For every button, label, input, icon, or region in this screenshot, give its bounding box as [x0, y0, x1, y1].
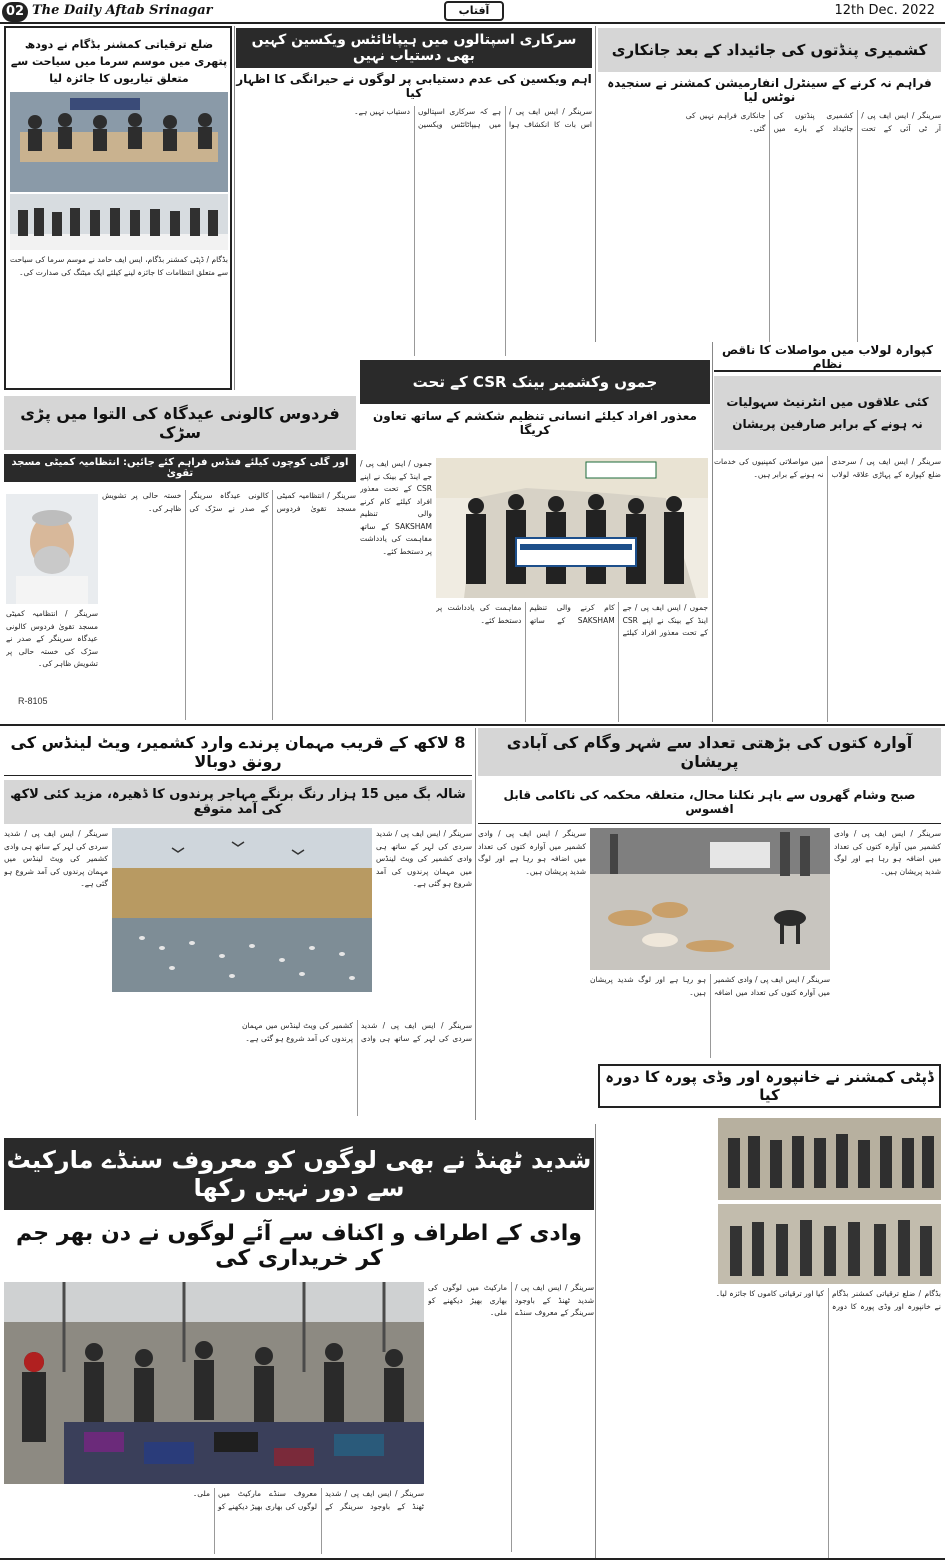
subheadline: معذور افراد کیلئے انسانی تنظیم شکشم کے ساتھ تعاون کریگا	[360, 408, 710, 438]
story-body: سرینگر / ایس ایف پی / شدید ٹھنڈ کے باوجود سرینگر کے معروف سنڈے مارکیٹ میں لوگوں کی بھاری بھیڑ دیکھنے کو ملی۔	[428, 1283, 594, 1317]
story-body: سرینگر / انتظامیہ کمیٹی مسجد تقویٰ فردوس کالونی عیدگاہ سرینگر کے صدر نے سڑک کی خستہ حالی پر تشویش ظاہر کی۔	[102, 491, 356, 513]
story-body-bottom: سرینگر / ایس ایف پی / شدید سردی کی لہر کے ساتھ ہی وادی کشمیر کی ویٹ لینڈس میں مہمان پرندوں کی آمد شروع ہو گئی ہے۔	[242, 1021, 472, 1043]
dc-visit-illustration-1	[718, 1118, 941, 1200]
subheadline: اہم ویکسین کی عدم دستیابی پر لوگوں نے حیرانگی کا اظہار کیا	[236, 72, 592, 100]
sunday-market-illustration	[4, 1282, 424, 1484]
page-number: 02	[2, 2, 28, 22]
story-body-bottom: سرینگر / ایس ایف پی / شدید ٹھنڈ کے باوجود سرینگر کے معروف سنڈے مارکیٹ میں لوگوں کی بھاری بھیڑ دیکھنے کو ملی۔	[192, 1489, 424, 1511]
stray-dogs-illustration	[590, 828, 830, 970]
story-budgam-tourism	[4, 26, 232, 390]
story-body: سرینگر / ایس ایف پی / شدید سردی کی لہر کے ساتھ ہی وادی کشمیر کی ویٹ لینڈس میں مہمان پرندوں کی آمد شروع ہو گئی ہے۔	[376, 829, 472, 888]
group-photo-illustration	[10, 194, 228, 250]
story-body-left: سرینگر / ایس ایف پی / وادی کشمیر میں آوارہ کتوں کی تعداد میں اضافہ ہو رہا ہے اور لوگ شدید پریشان ہیں۔	[478, 829, 586, 876]
story-dc-visit	[598, 1062, 941, 1284]
portrait-photo	[6, 494, 98, 604]
dc-visit-illustration-2	[718, 1204, 941, 1284]
subheadline: کئی علاقوں میں انٹرنیٹ سہولیات نہ ہونے کے برابر صارفین پریشان	[714, 376, 941, 450]
story-body-middle: سرینگر / ایس ایف پی / وادی کشمیر میں آوارہ کتوں کی تعداد میں اضافہ ہو رہا ہے اور لوگ شدید پریشان ہیں۔	[590, 975, 830, 997]
story-pandits	[598, 26, 941, 342]
headline: 8 لاکھ کے قریب مہمان پرندے وارد کشمیر، ویٹ لینڈس کی رونق دوبالا	[4, 728, 472, 776]
issue-date: 12th Dec. 2022	[834, 3, 935, 18]
headline: جموں وکشمیر بینک CSR کے تحت	[360, 360, 710, 404]
column-rule	[712, 342, 713, 722]
page-header	[0, 0, 945, 24]
meeting-photo-illustration	[10, 92, 228, 192]
story-body-left: سرینگر / انتظامیہ کمیٹی مسجد تقویٰ فردوس کالونی عیدگاہ سرینگر کے صدر نے سڑک کی خستہ حالی پر تشویش ظاہر کی۔	[6, 609, 98, 668]
story-body: سرینگر / ایس ایف پی / وادی کشمیر میں آوارہ کتوں کی تعداد میں اضافہ ہو رہا ہے اور لوگ شدید پریشان ہیں۔	[834, 829, 941, 876]
subheadline: صبح وشام گھروں سے باہر نکلنا محال، متعلقہ محکمہ کی ناکامی قابل افسوس	[478, 780, 941, 824]
story-hepatitis	[236, 26, 592, 356]
story-body: سرینگر / ایس ایف پی / سرحدی ضلع کپوارہ کے پہاڑی علاقہ لولاب میں مواصلاتی کمپنیوں کی خدمات نہ ہونے کے برابر ہیں۔	[714, 457, 941, 479]
headline: شدید ٹھنڈ نے بھی لوگوں کو معروف سنڈے مارکیٹ سے دور نہیں رکھا	[4, 1138, 594, 1210]
story-body: بڈگام / ڈپٹی کمشنر بڈگام، ایس ایف حامد نے موسم سرما کی سیاحت سے متعلق انتظامات کا جائزہ لینے کیلئے ایک میٹنگ کی صدارت کی۔	[10, 255, 228, 277]
sunday-market-photo	[4, 1282, 424, 1484]
story-firdous	[4, 394, 356, 722]
headline: فردوس کالونی عیدگاہ کی التوا میں پڑی سڑک	[4, 396, 356, 450]
headline: کشمیری پنڈتوں کی جائیداد کے بعد جانکاری	[598, 28, 941, 72]
headline: آوارہ کتوں کی بڑھتی تعداد سے شہر وگام کی آبادی پریشان	[478, 728, 941, 776]
dc-visit-photo-1	[718, 1118, 941, 1200]
column-rule	[475, 728, 476, 1120]
story-body: سرینگر / ایس ایف پی / آر ٹی آئی کے تحت کشمیری پنڈتوں کی جائیداد کے بارے میں جانکاری فراہم نہیں کی گئی۔	[685, 111, 941, 133]
column-rule	[595, 26, 596, 342]
story-birds	[4, 728, 472, 1120]
bottom-rule	[0, 1558, 945, 1560]
group-photo-snow	[10, 194, 228, 250]
headline: ضلع ترقیاتی کمشنر بڈگام نے دودھ پتھری میں موسم سرما میں سیاحت سے متعلق تیاریوں کا جائزہ لیا	[10, 32, 228, 90]
story-kupwara	[714, 342, 941, 722]
wetland-photo	[112, 828, 372, 992]
headline: کپوارہ لولاب میں مواصلات کا ناقص نظام	[714, 344, 941, 372]
headline: سرکاری اسپتالوں میں ہیپاٹائٹس ویکسین کہیں بھی دستیاب نہیں	[236, 28, 592, 68]
story-body: جموں / ایس ایف پی / جے اینڈ کے بینک نے اپنے CSR کے تحت معذور افراد کیلئے کام کرنے والی تنظیم SAKSHAM کے ساتھ مفاہمت کی یادداشت پر دستخط کئے۔	[360, 459, 432, 556]
story-sunday-market	[4, 1138, 594, 1558]
dc-visit-body: بڈگام / ضلع ترقیاتی کمشنر بڈگام نے خانپورہ اور وڈی پورہ کا دورہ کیا اور ترقیاتی کاموں کا جائزہ لیا۔	[715, 1289, 941, 1311]
headline: ڈپٹی کمشنر نے خانپورہ اور وڈی پورہ کا دورہ کیا	[598, 1064, 941, 1108]
masthead: The Daily Aftab Srinagar	[32, 3, 213, 18]
wetland-illustration	[112, 828, 372, 992]
jk-bank-photo-illustration	[436, 458, 708, 598]
dc-visit-photo-2	[718, 1204, 941, 1284]
subheadline: شالہ بگ میں 15 ہزار رنگ برنگے مہاجر پرندوں کا ڈھیرہ، مزید کئی لاکھ کی آمد متوقع	[4, 780, 472, 824]
story-jk-bank	[360, 360, 710, 722]
newspaper-logo: آفتاب	[444, 1, 504, 21]
reference-code: R-8105	[18, 696, 48, 706]
portrait-illustration	[6, 494, 98, 604]
meeting-photo	[10, 92, 228, 192]
subheadline: فراہم نہ کرنے کے سینٹرل انفارمیشن کمشنر نے سنجیدہ نوٹس لیا	[598, 76, 941, 104]
stray-dogs-photo	[590, 828, 830, 970]
story-body: سرینگر / ایس ایف پی / اس بات کا انکشاف ہوا ہے کہ سرکاری اسپتالوں میں ہیپاٹائٹس ویکسین دستیاب نہیں ہے۔	[354, 107, 592, 129]
column-rule	[234, 26, 235, 390]
section-divider	[0, 724, 945, 726]
subheadline: وادی کے اطراف و اکناف سے آئے لوگوں نے دن بھر جم کر خریداری کی	[4, 1214, 594, 1278]
story-dogs	[478, 728, 941, 1058]
story-body-continued: جموں / ایس ایف پی / جے اینڈ کے بینک نے اپنے CSR کے تحت معذور افراد کیلئے کام کرنے والی تنظیم SAKSHAM کے ساتھ مفاہمت کی یادداشت پر دستخط کئے۔	[436, 603, 708, 637]
subheadline: اور گلی کوچوں کیلئے فنڈس فراہم کئے جائیں: انتظامیہ کمیٹی مسجد تقویٰ	[4, 454, 356, 482]
story-body-left: سرینگر / ایس ایف پی / شدید سردی کی لہر کے ساتھ ہی وادی کشمیر کی ویٹ لینڈس میں مہمان پرندوں کی آمد شروع ہو گئی ہے۔	[4, 829, 108, 888]
jk-bank-photo	[436, 458, 708, 598]
column-rule	[595, 1124, 596, 1558]
